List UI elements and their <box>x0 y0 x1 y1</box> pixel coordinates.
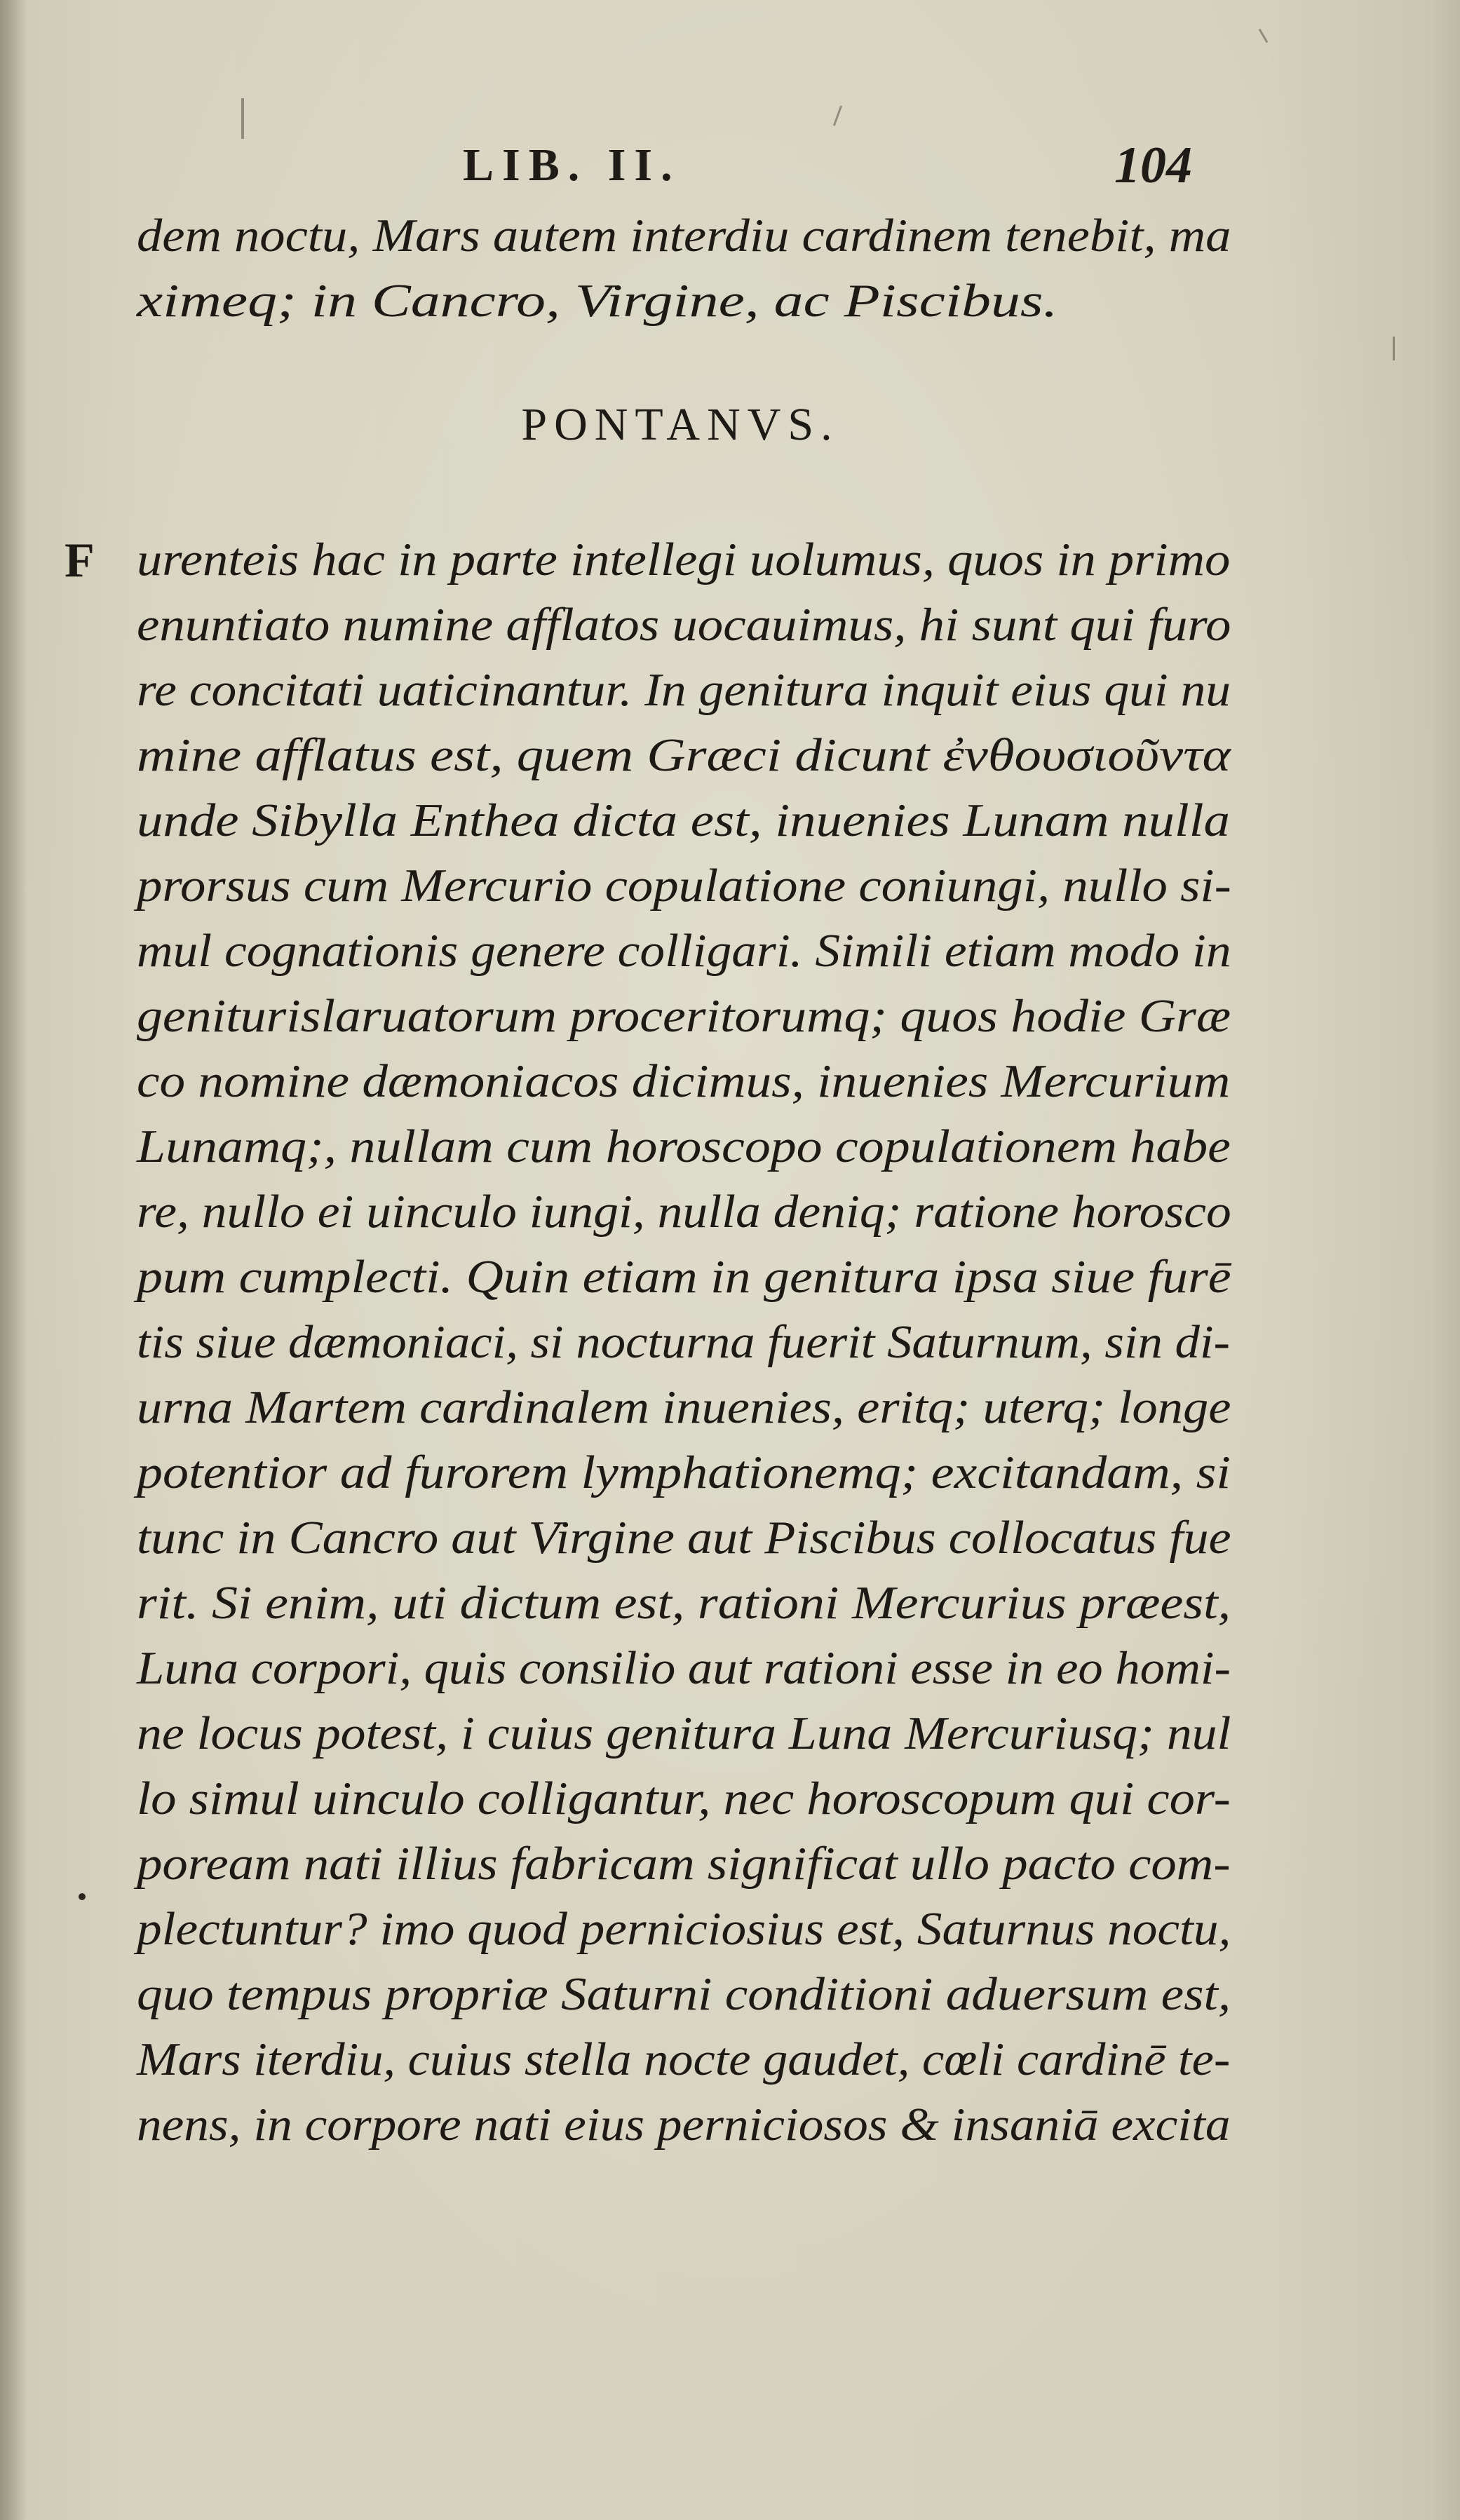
text-line: re concitati uaticinantur. In genitura inquit eius qui nu <box>137 664 1231 716</box>
text-line: poream nati illius fabricam significat ullo pacto com- <box>137 1838 1231 1890</box>
margin-dot <box>79 1893 86 1900</box>
paper-mark <box>833 105 842 126</box>
text-line: co nomine dæmoniacos dicimus, inuenies Mercurium <box>137 1055 1231 1107</box>
initial-letter: F <box>65 534 95 588</box>
text-line: re, nullo ei uinculo iungi, nulla deniq; ratione horosco <box>137 1186 1231 1238</box>
text-line: unde Sibylla Enthea dicta est, inuenies Lunam nulla <box>137 794 1230 846</box>
text-line: plectuntur? imo quod perniciosius est, Saturnus noctu, <box>137 1903 1231 1955</box>
text-line: potentior ad furorem lymphationemq; excitandam, si <box>137 1447 1231 1498</box>
text-line: geniturislaruatorum proceritorumq; quos hodie Græ <box>137 990 1231 1042</box>
continuation-text <box>137 203 1231 334</box>
text-line: lo simul uinculo colligantur, nec horoscopum qui cor- <box>137 1773 1231 1824</box>
commentary-text <box>137 527 1231 2157</box>
text-line: Luna corpori, quis consilio aut rationi esse in eo homi- <box>137 1642 1231 1694</box>
page-number: 104 <box>1114 137 1192 194</box>
paper-mark <box>241 98 244 139</box>
page-header <box>463 139 1192 195</box>
text-line: tis siue dæmoniaci, si nocturna fuerit Saturnum, sin di- <box>137 1316 1231 1368</box>
paper-mark <box>1393 337 1395 360</box>
text-line: pum cumplecti. Quin etiam in genitura ipsa siue furē <box>137 1251 1231 1303</box>
text-line: nens, in corpore nati eius perniciosos & insaniā excita <box>137 2099 1231 2150</box>
section-heading: PONTANVS. <box>521 399 839 450</box>
text-line: Lunamq;, nullam cum horoscopo copulationem habe <box>137 1120 1231 1172</box>
text-line: rit. Si enim, uti dictum est, rationi Mercurius præest, <box>137 1577 1231 1629</box>
paper-mark <box>1259 29 1269 43</box>
text-line: dem noctu, Mars autem interdiu cardinem tenebit, ma <box>137 210 1231 262</box>
text-line: urenteis hac in parte intellegi uolumus, quos in primo <box>137 534 1231 585</box>
text-line: ne locus potest, i cuius genitura Luna Mercuriusq; nul <box>137 1707 1231 1759</box>
running-head: LIB. II. <box>463 140 681 191</box>
text-line: tunc in Cancro aut Virgine aut Piscibus collocatus fue <box>137 1512 1231 1564</box>
text-line: urna Martem cardinalem inuenies, eritq; uterq; longe <box>137 1381 1231 1433</box>
text-line: ximeq; in Cancro, Virgine, ac Piscibus. <box>137 275 1058 327</box>
text-line: mul cognationis genere colligari. Simili etiam modo in <box>137 925 1231 977</box>
text-line: quo tempus propriæ Saturni conditioni aduersum est, <box>137 1968 1231 2020</box>
text-line: prorsus cum Mercurio copulatione coniungi, nullo si- <box>137 860 1231 912</box>
text-line: Mars iterdiu, cuius stella nocte gaudet, cœli cardinē te- <box>137 2033 1231 2085</box>
text-line: mine afflatus est, quem Græci dicunt ἐνθουσιοῦντα <box>137 729 1231 781</box>
text-line: enuntiato numine afflatos uocauimus, hi sunt qui furo <box>137 599 1231 651</box>
gutter-shadow <box>0 0 27 2520</box>
